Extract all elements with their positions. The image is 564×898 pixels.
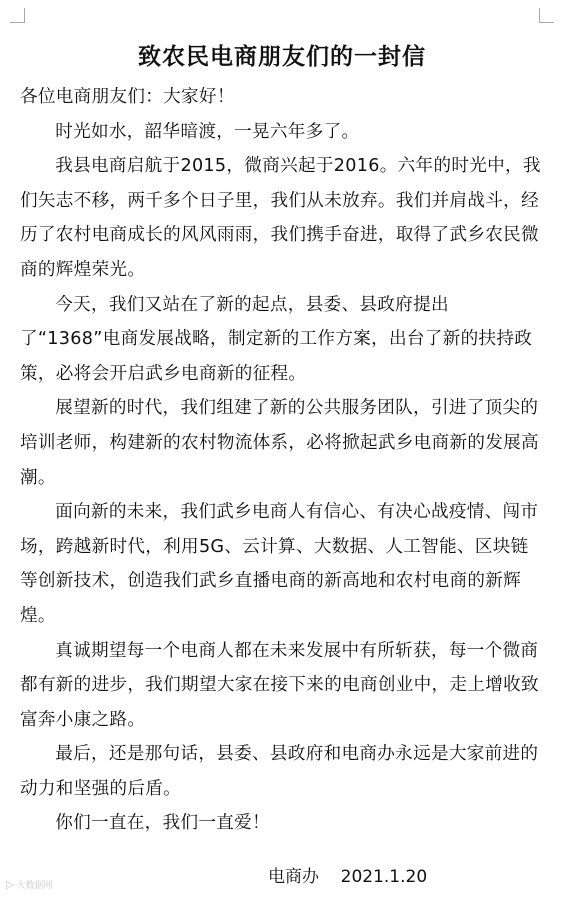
paragraph: 最后，还是那句话，县委、县政府和电商办永远是大家前进的动力和坚强的后盾。 [20, 744, 539, 799]
salutation: 各位电商朋友们：大家好！ [20, 87, 235, 107]
paragraph: 时光如水，韶华暗渡，一晃六年多了。 [55, 121, 360, 142]
play-logo-icon: ▷ [6, 878, 15, 891]
paragraph: 真诚期望每一个电商人都在未来发展中有所斩获，每一个微商都有新的进步，我们期望大家在接下来的电商创业中，走上增收致富奔小康之路。 [20, 640, 539, 730]
paragraph: 我县电商启航于2015，微商兴起于2016。六年的时光中，我们矢志不移，两千多个日子里，我们从未放弃。我们并肩战斗，经历了农村电商成长的风风雨雨，我们携手奋进，取得了武乡农民微商的辉煌荣光。 [20, 156, 541, 280]
signature-org: 电商办 [268, 867, 319, 887]
page-corner-mark-left [10, 8, 25, 23]
watermark [6, 878, 52, 891]
signature-date: 2021.1.20 [340, 867, 428, 887]
page-corner-mark-right [539, 8, 554, 23]
paragraph: 展望新的时代，我们组建了新的公共服务团队，引进了顶尖的培训老师，构建新的农村物流体系，必将掀起武乡电商新的发展高潮。 [20, 398, 539, 488]
signature [268, 862, 427, 887]
watermark-text: 大数据网 [16, 881, 53, 891]
letter-title: 致农民电商朋友们的一封信 [138, 44, 426, 70]
letter-body [20, 80, 546, 841]
paragraph: 面向新的未来，我们武乡电商人有信心、有决心战疫情、闯市场，跨越新时代，利用5G、云计算、大数据、人工智能、区块链等创新技术，创造我们武乡直播电商的新高地和农村电商的新辉煌。 [20, 502, 539, 626]
paragraph: 今天，我们又站在了新的起点，县委、县政府提出了“1368”电商发展战略，制定新的工作方案，出台了新的扶持政策，必将会开启武乡电商新的征程。 [20, 294, 533, 384]
paragraph: 你们一直在，我们一直爱！ [55, 813, 270, 834]
